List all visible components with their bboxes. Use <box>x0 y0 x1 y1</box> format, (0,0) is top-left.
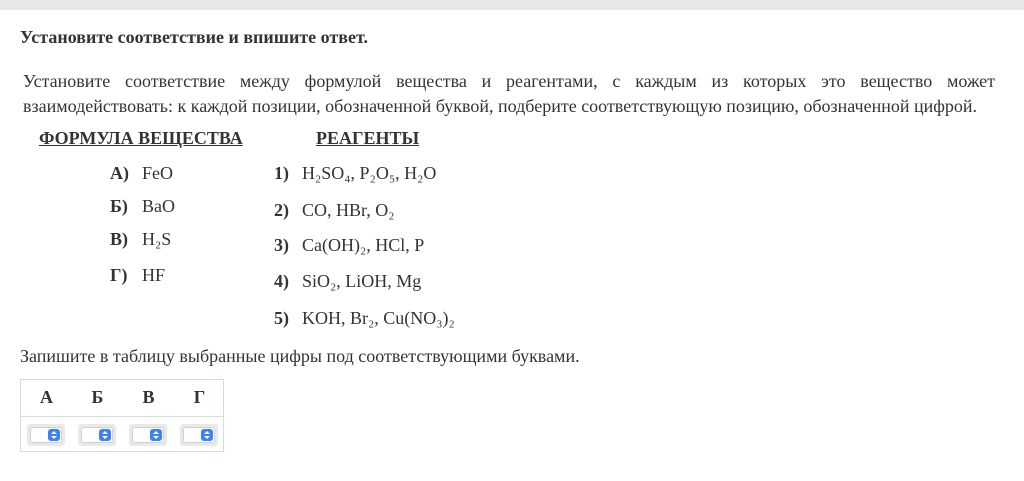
reagent-number: 5) <box>274 308 289 328</box>
formula-item-a <box>110 163 260 187</box>
answer-cell-v <box>123 424 174 446</box>
formula-letter: Г) <box>110 265 128 285</box>
reagent-value: KOH, Br₂, Cu(NO₃)₂ <box>302 308 455 328</box>
formula-value: FeO <box>142 163 173 183</box>
formula-value: BaO <box>142 196 175 216</box>
answer-cell-g <box>174 424 225 446</box>
up-down-arrows-icon[interactable] <box>150 429 162 441</box>
answer-header-b: Б <box>91 387 104 407</box>
answer-select-a[interactable] <box>27 424 65 446</box>
reagent-number: 3) <box>274 235 289 255</box>
reagent-item-5 <box>274 308 514 334</box>
formula-item-v <box>110 229 260 253</box>
answer-table-header-row <box>21 380 223 417</box>
reagent-item-2 <box>274 200 514 226</box>
reagent-item-3 <box>274 235 514 261</box>
answer-select-v[interactable] <box>129 424 167 446</box>
task-description: Установите соответствие между формулой вещества и реагентами, с каждым из которых это вещество может взаимодействовать: к каждой позиции, обозначенной буквой, подберите соответствующую позицию, обозначенной цифрой. <box>23 71 995 116</box>
select-box[interactable] <box>81 427 113 443</box>
reagent-item-4 <box>274 271 514 297</box>
answer-header-a: А <box>40 387 53 407</box>
task-title: Установите соответствие и впишите ответ. <box>20 27 368 47</box>
up-down-arrows-icon[interactable] <box>201 429 213 441</box>
formula-value: HF <box>142 265 166 285</box>
select-box[interactable] <box>132 427 164 443</box>
answer-select-g[interactable] <box>180 424 218 446</box>
select-box[interactable] <box>183 427 215 443</box>
up-down-arrows-icon[interactable] <box>99 429 111 441</box>
formula-column-header: ФОРМУЛА ВЕЩЕСТВА <box>39 128 243 148</box>
reagent-value: Ca(OH)₂, HCl, P <box>302 235 425 255</box>
answer-instruction: Запишите в таблицу выбранные цифры под соответствующими буквами. <box>20 346 580 366</box>
answer-table <box>20 379 224 452</box>
reagent-number: 2) <box>274 200 289 220</box>
formula-letter: А) <box>110 163 129 183</box>
reagent-item-1 <box>274 163 514 189</box>
answer-select-b[interactable] <box>78 424 116 446</box>
reagent-value: H₂SO₄, P₂O₅, H₂O <box>302 163 437 183</box>
formula-value: H₂S <box>142 229 172 249</box>
answer-cell-a <box>21 424 72 446</box>
reagent-value: SiO₂, LiOH, Mg <box>302 271 422 291</box>
formula-item-b <box>110 196 260 220</box>
select-box[interactable] <box>30 427 62 443</box>
formula-letter: Б) <box>110 196 128 216</box>
top-strip <box>0 0 1024 10</box>
answer-header-g: Г <box>193 387 206 407</box>
answer-cell-b <box>72 424 123 446</box>
up-down-arrows-icon[interactable] <box>48 429 60 441</box>
reagent-number: 4) <box>274 271 289 291</box>
formula-letter: В) <box>110 229 128 249</box>
formula-item-g <box>110 265 260 289</box>
reagents-column-header: РЕАГЕНТЫ <box>316 128 420 148</box>
reagent-value: CO, HBr, O₂ <box>302 200 395 220</box>
reagent-number: 1) <box>274 163 289 183</box>
answer-header-v: В <box>142 387 155 407</box>
